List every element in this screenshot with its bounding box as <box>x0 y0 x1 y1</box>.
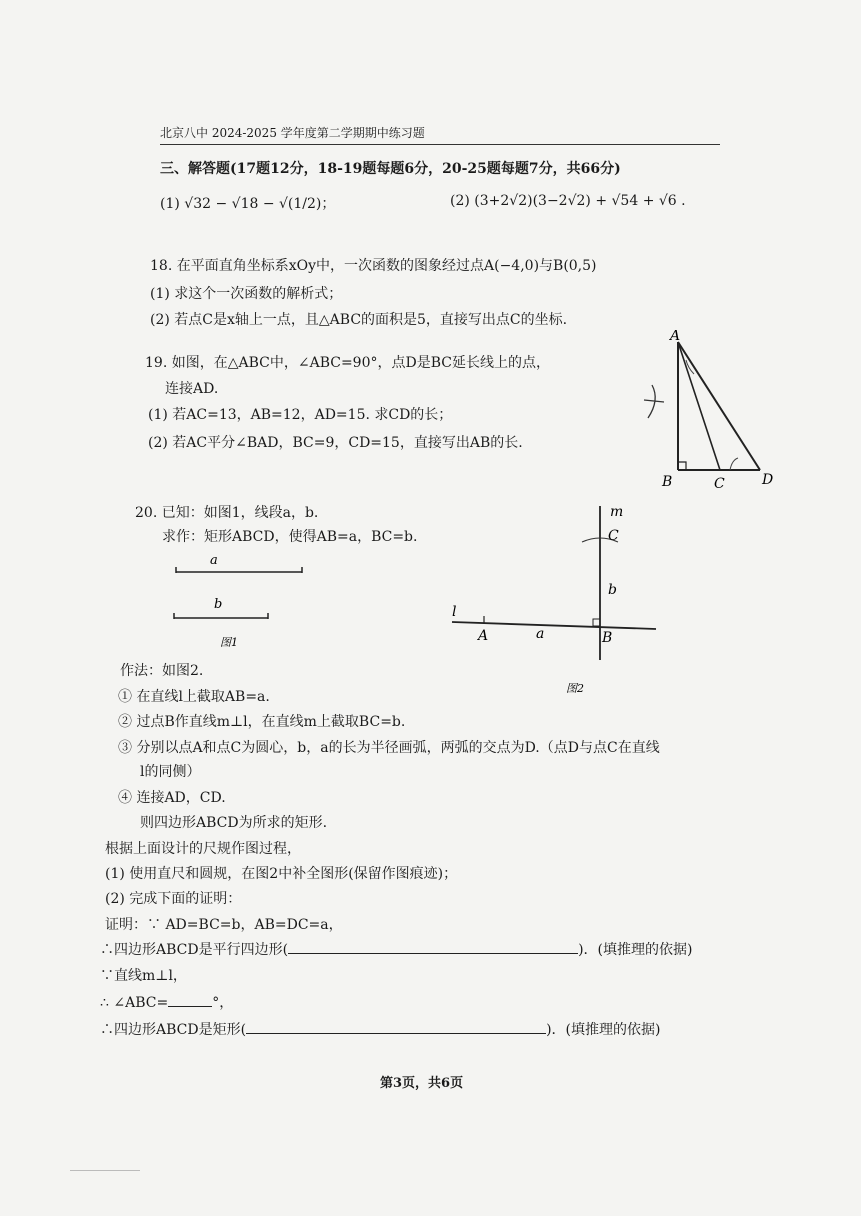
q20-step-4: ④ 连接AD，CD. <box>118 790 226 806</box>
q20-figure-1 <box>168 548 318 653</box>
q20-step-1: ① 在直线l上截取AB=a. <box>118 689 270 705</box>
q19-stem-2: 连接AD. <box>165 381 219 397</box>
q20-figure-2 <box>440 498 670 698</box>
figure-2-caption: 图2 <box>566 682 584 695</box>
vertex-label-d: D <box>762 472 774 488</box>
segment-label-a: a <box>210 553 218 568</box>
proof-line-4-text: ∴ ∠ABC= <box>100 995 169 1011</box>
line-label-m: m <box>610 504 624 520</box>
q17-part1: (1) √32 − √18 − √(1/2)； <box>160 196 336 212</box>
q20-step-2: ② 过点B作直线m⊥l，在直线m上截取BC=b. <box>118 714 406 730</box>
proof-blank-3[interactable] <box>246 1019 546 1034</box>
q18-stem: 18. 在平面直角坐标系xOy中，一次函数的图象经过点A(−4,0)与B(0,5) <box>150 258 597 274</box>
q18-part1: (1) 求这个一次函数的解析式； <box>150 286 343 302</box>
q20-basis: 根据上面设计的尺规作图过程， <box>105 841 301 857</box>
proof-blank-2[interactable] <box>168 992 212 1007</box>
q17-part2: (2) (3+2√2)(3−2√2) + √54 + √6 . <box>450 193 686 209</box>
proof-line-3: ∵直线m⊥l， <box>100 968 187 984</box>
proof-line-5-text: ∴四边形ABCD是矩形( <box>100 1022 247 1038</box>
q20-conclusion: 则四边形ABCD为所求的矩形. <box>140 815 328 831</box>
proof-line-1: 证明：∵ AD=BC=b，AB=DC=a， <box>105 917 343 933</box>
section-title: 三、解答题(17题12分，18-19题每题6分，20-25题每题7分，共66分) <box>160 161 621 177</box>
length-label-a: a <box>536 626 545 642</box>
proof-line-4-tail: °， <box>212 995 234 1011</box>
q20-task: 求作：矩形ABCD，使得AB=a，BC=b. <box>162 529 418 545</box>
length-label-b: b <box>608 582 617 598</box>
q20-method: 作法：如图2. <box>120 663 204 679</box>
proof-line-5-tail: )．(填推理的依据) <box>546 1022 661 1038</box>
q18-part2: (2) 若点C是x轴上一点，且△ABC的面积是5，直接写出点C的坐标. <box>150 312 568 328</box>
segment-label-b: b <box>214 597 223 612</box>
page-header: 北京八中 2024-2025 学年度第二学期期中练习题 <box>160 124 720 145</box>
vertex-label-c: C <box>714 476 725 492</box>
figure-1-caption: 图1 <box>220 636 238 649</box>
q19-part2: (2) 若AC平分∠BAD，BC=9，CD=15，直接写出AB的长. <box>148 435 523 451</box>
point-label-a: A <box>478 628 489 644</box>
proof-line-4 <box>100 992 233 1012</box>
vertex-label-a: A <box>670 330 681 344</box>
point-label-c: C <box>608 528 619 544</box>
q19-stem-1: 19. 如图，在△ABC中，∠ABC=90°，点D是BC延长线上的点， <box>145 355 550 371</box>
vertex-label-b: B <box>662 474 673 490</box>
q20-question-2: (2) 完成下面的证明： <box>105 891 242 907</box>
proof-line-5 <box>100 1019 660 1039</box>
q20-stem: 20. 已知：如图1，线段a，b. <box>135 505 319 521</box>
proof-line-2 <box>100 939 692 959</box>
proof-line-2-text: ∴四边形ABCD是平行四边形( <box>100 942 289 958</box>
page-footer: 第3页，共6页 <box>380 1076 464 1091</box>
q19-triangle-figure <box>630 330 790 495</box>
q20-step-3-cont: l的同侧） <box>140 764 201 780</box>
bottom-divider <box>70 1170 140 1171</box>
q19-part1: (1) 若AC=13，AB=12，AD=15. 求CD的长； <box>148 407 453 423</box>
q20-question-1: (1) 使用直尺和圆规，在图2中补全图形(保留作图痕迹)； <box>105 866 458 882</box>
handwritten-mark: x <box>634 399 641 413</box>
proof-blank-1[interactable] <box>288 939 578 954</box>
point-label-b: B <box>602 630 613 646</box>
line-label-l: l <box>452 604 457 620</box>
q20-step-3: ③ 分别以点A和点C为圆心，b，a的长为半径画弧，两弧的交点为D.（点D与点C在直线 <box>118 740 660 756</box>
proof-line-2-tail: )．(填推理的依据) <box>578 942 693 958</box>
